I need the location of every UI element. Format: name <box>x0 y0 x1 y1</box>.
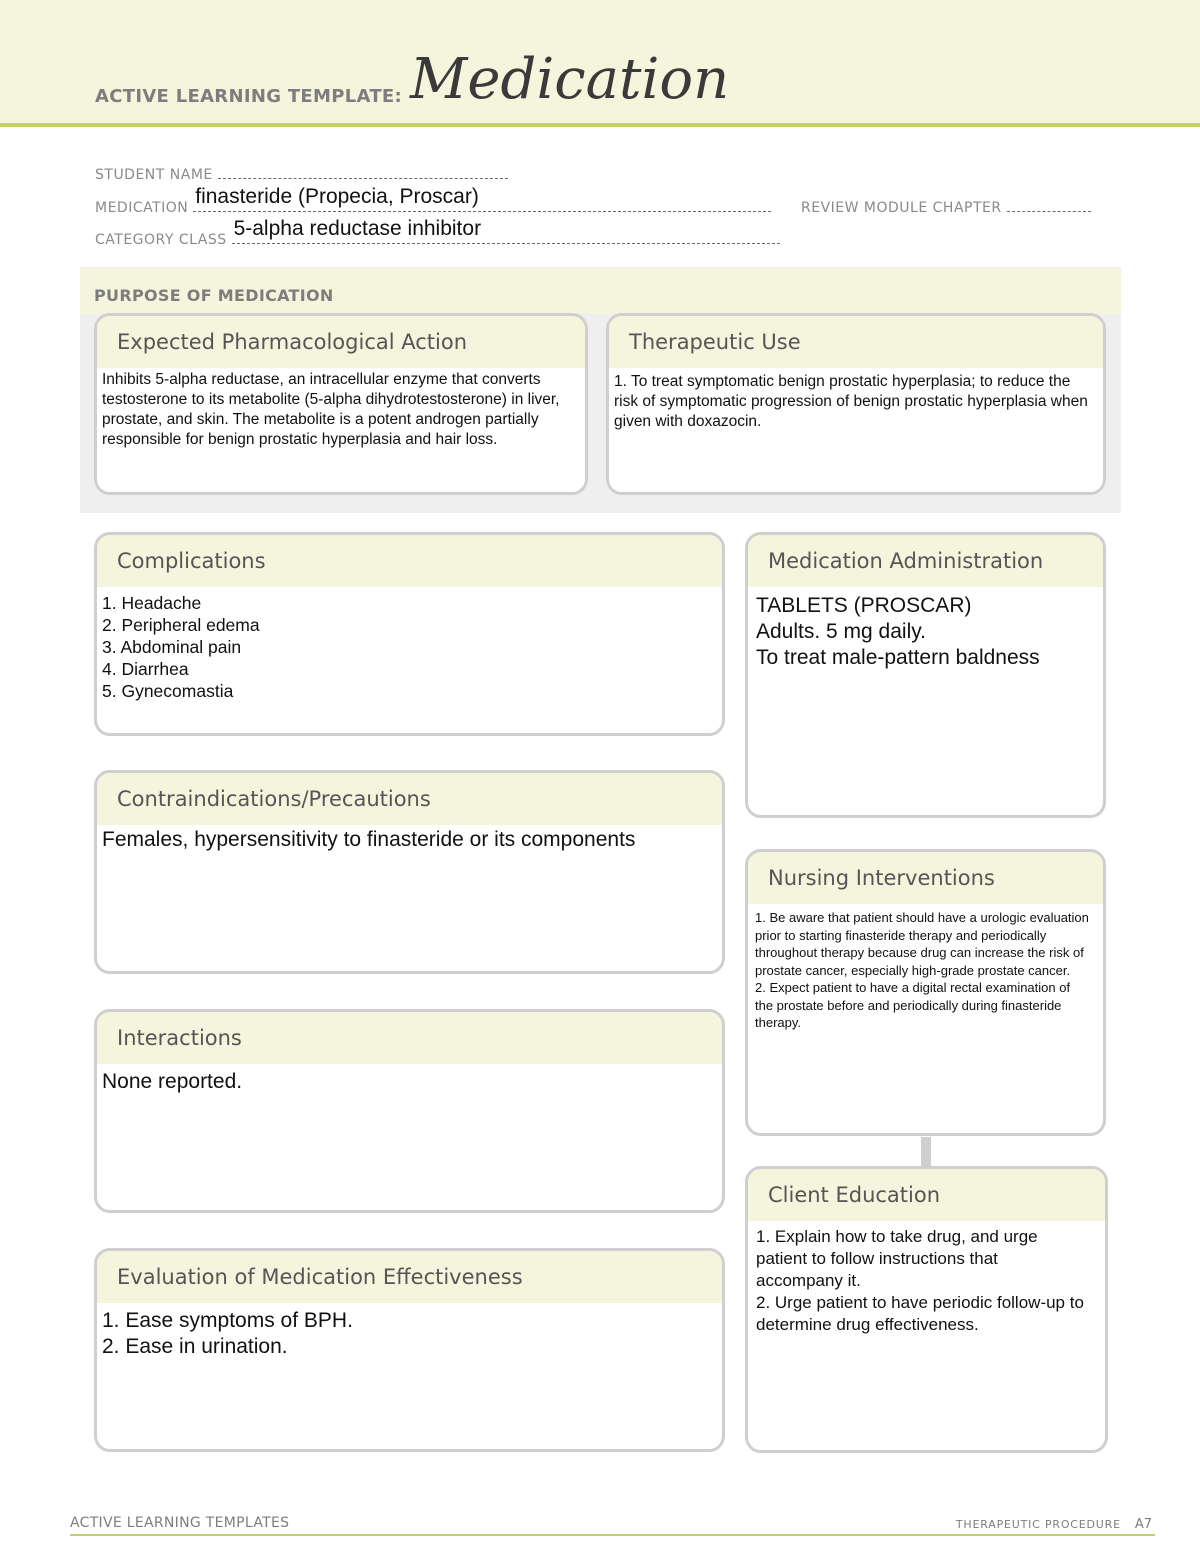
complications-box <box>94 532 725 736</box>
page-number: A7 <box>1134 1517 1152 1532</box>
evaluation-title: Evaluation of Medication Effectiveness <box>97 1251 722 1303</box>
medication-administration-text[interactable] <box>748 587 1103 671</box>
nursing-interventions-box <box>745 849 1106 1136</box>
expected-action-text[interactable]: Inhibits 5-alpha reductase, an intracellular enzyme that converts testosterone to its metabolite (5-alpha dihydrotestosterone) in liver, prostate, and skin. The metabolite is a potent androgen partially responsible for benign prostatic hyperplasia and hair loss. <box>102 371 560 448</box>
list-item: 2. Expect patient to have a digital rectal examination of the prostate before and periodically during finasteride therapy. <box>755 980 1071 1030</box>
template-label: ACTIVE LEARNING TEMPLATE: <box>95 86 402 107</box>
interactions-title: Interactions <box>97 1012 722 1064</box>
complications-list[interactable] <box>97 587 722 702</box>
footer-right <box>956 1517 1152 1532</box>
footer-section-label: THERAPEUTIC PROCEDURE <box>955 1518 1121 1531</box>
evaluation-box <box>94 1248 725 1452</box>
list-item: Adults. 5 mg daily. <box>756 620 927 643</box>
footer-left-label: ACTIVE LEARNING TEMPLATES <box>70 1515 290 1531</box>
category-class-field[interactable] <box>232 217 780 244</box>
list-item: 1. Headache <box>102 593 202 613</box>
review-module-row <box>801 198 1091 216</box>
list-item: TABLETS (PROSCAR) <box>756 594 972 617</box>
expected-action-title: Expected Pharmacological Action <box>97 316 585 368</box>
review-module-field[interactable] <box>1007 198 1091 212</box>
list-item: 3. Abdominal pain <box>102 637 242 657</box>
list-item: 2. Peripheral edema <box>102 615 260 635</box>
connector-bar <box>921 1137 931 1167</box>
student-name-field[interactable] <box>218 165 508 179</box>
list-item: 2. Ease in urination. <box>102 1335 288 1358</box>
list-item: 5. Gynecomastia <box>102 681 234 701</box>
medication-administration-box <box>745 532 1106 818</box>
client-education-title: Client Education <box>748 1169 1105 1221</box>
category-class-label: CATEGORY CLASS <box>95 232 227 248</box>
list-item: To treat male-pattern baldness <box>756 646 1040 669</box>
list-item: 1. Be aware that patient should have a urologic evaluation prior to starting finasteride therapy and periodically throughout therapy because drug can increase the risk of prostate cancer, especially high-grade prostate cancer. <box>755 910 1089 978</box>
contraindications-box <box>94 770 725 974</box>
client-education-list[interactable] <box>748 1221 1105 1336</box>
interactions-box <box>94 1009 725 1213</box>
category-class-row <box>95 217 780 248</box>
therapeutic-use-text[interactable]: 1. To treat symptomatic benign prostatic hyperplasia; to reduce the risk of symptomatic progression of benign prostatic hyperplasia when given with doxazocin. <box>614 373 1088 430</box>
category-class-value: 5-alpha reductase inhibitor <box>233 217 482 240</box>
student-name-label: STUDENT NAME <box>95 167 213 183</box>
medication-field[interactable] <box>193 185 771 212</box>
contraindications-title: Contraindications/Precautions <box>97 773 722 825</box>
expected-action-box <box>94 313 588 495</box>
medication-value: finasteride (Propecia, Proscar) <box>195 185 479 208</box>
list-item: 2. Urge patient to have periodic follow-up to determine drug effectiveness. <box>756 1293 1084 1334</box>
footer-accent-line <box>70 1534 1155 1536</box>
medication-row <box>95 185 771 216</box>
contraindications-text[interactable]: Females, hypersensitivity to finasteride or its components <box>102 828 636 851</box>
nursing-interventions-title: Nursing Interventions <box>748 852 1103 904</box>
student-name-row <box>95 165 508 183</box>
list-item: 1. Explain how to take drug, and urge patient to follow instructions that accompany it. <box>756 1227 1038 1290</box>
medication-administration-title: Medication Administration <box>748 535 1103 587</box>
client-education-box <box>745 1166 1108 1453</box>
purpose-label: PURPOSE OF MEDICATION <box>94 286 334 305</box>
review-module-label: REVIEW MODULE CHAPTER <box>801 200 1002 216</box>
evaluation-list[interactable] <box>97 1303 722 1360</box>
therapeutic-use-title: Therapeutic Use <box>609 316 1103 368</box>
page-title: Medication <box>410 47 730 112</box>
list-item: 1. Ease symptoms of BPH. <box>102 1309 353 1332</box>
header-accent-line <box>0 123 1200 127</box>
list-item: 4. Diarrhea <box>102 659 189 679</box>
therapeutic-use-box <box>606 313 1106 495</box>
medication-label: MEDICATION <box>95 200 189 216</box>
interactions-text[interactable]: None reported. <box>102 1070 243 1093</box>
nursing-interventions-list[interactable] <box>748 904 1103 1032</box>
complications-title: Complications <box>97 535 722 587</box>
